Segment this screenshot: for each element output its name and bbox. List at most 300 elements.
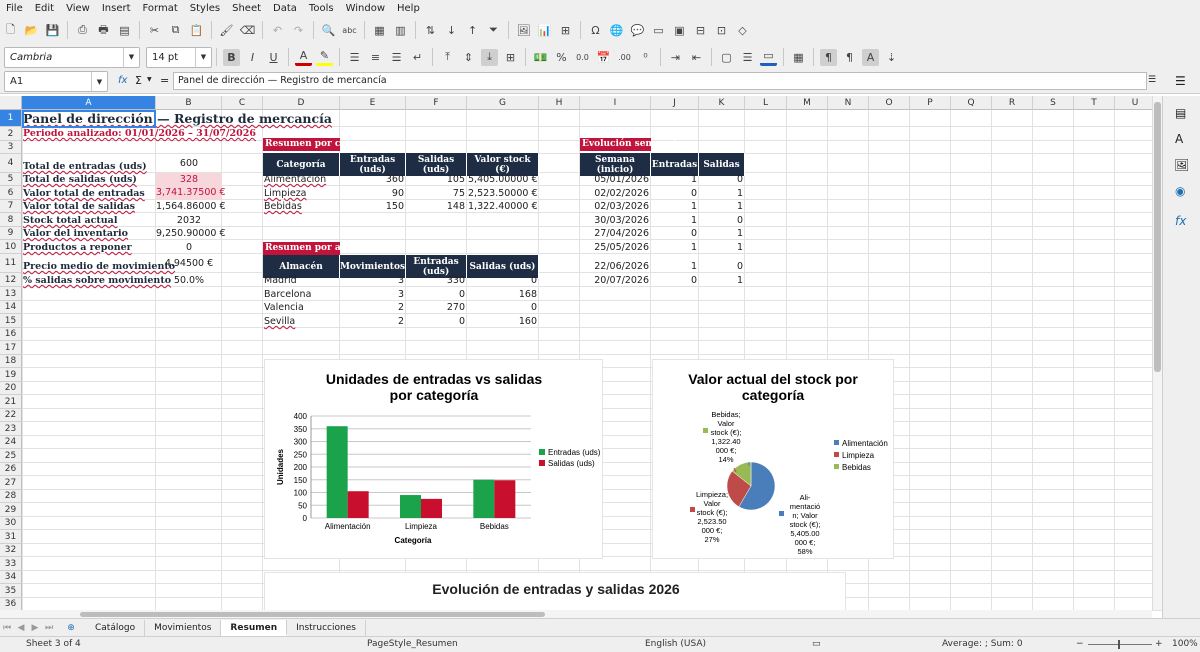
insert-chart-icon[interactable]: 📊 (537, 23, 552, 37)
align-left-icon[interactable]: ☰ (349, 50, 360, 64)
row-header-19[interactable]: 19 (0, 368, 22, 382)
menu-item-data[interactable]: Data (273, 2, 297, 14)
table-cell[interactable]: Alimentación (264, 174, 327, 185)
table-cell[interactable]: 1 (736, 228, 743, 239)
row-header-3[interactable]: 3 (0, 141, 22, 154)
merge-cells-icon[interactable]: ⊞ (505, 50, 516, 64)
functions-icon[interactable]: fx (1175, 214, 1187, 228)
table-cell[interactable]: 270 (446, 302, 465, 313)
table-cell[interactable]: 0 (736, 215, 743, 226)
page-style[interactable]: PageStyle_Resumen (367, 639, 458, 649)
separator (339, 48, 340, 66)
table-cell[interactable]: 0 (458, 289, 465, 300)
formula-icon[interactable]: = (160, 74, 170, 87)
tab-nav-next-icon[interactable]: ▶ (31, 622, 39, 633)
tab-nav-first-icon[interactable]: ⏮ (2, 622, 12, 633)
bar-bebidas-0 (473, 480, 494, 518)
column-icon[interactable]: ▥ (395, 23, 406, 37)
row-header-12[interactable]: 12 (0, 273, 22, 287)
column-header-u[interactable]: U (1115, 96, 1156, 110)
styles-icon[interactable]: A (1175, 132, 1184, 146)
freeze-rows-columns-icon[interactable]: ⊟ (695, 23, 706, 37)
table-cell[interactable]: 5,405.00000 € (468, 174, 538, 185)
legend-swatch (834, 464, 839, 469)
menu-item-help[interactable]: Help (397, 2, 420, 14)
y-tick-label: 200 (293, 463, 307, 472)
legend-swatch (834, 440, 839, 445)
table-cell[interactable]: 20/07/2026 (594, 275, 649, 286)
percent-format-button[interactable]: % (556, 50, 567, 64)
table-cell[interactable]: 3 (397, 275, 404, 286)
table-cell[interactable]: 150 (385, 201, 404, 212)
row-header-24[interactable]: 24 (0, 436, 22, 449)
column-header-g[interactable]: G (467, 96, 539, 110)
table-cell[interactable]: 1 (690, 242, 697, 253)
table-cell[interactable]: 2,523.50000 € (468, 188, 538, 199)
column-header-c[interactable]: C (222, 96, 263, 110)
add-decimal-button[interactable]: .00 (618, 52, 631, 62)
navigator-icon[interactable]: ◉ (1175, 184, 1186, 198)
save-icon[interactable]: 💾 (45, 23, 60, 37)
legend-label: Limpieza (842, 451, 875, 460)
separator (525, 48, 526, 66)
cell-reference: A1 (10, 76, 24, 87)
page-title[interactable]: Panel de dirección — Registro de mercancía (23, 111, 332, 126)
column-header-e[interactable]: E (340, 96, 406, 110)
split-window-icon[interactable]: ⊡ (716, 23, 727, 37)
summary-value[interactable]: 328 (156, 173, 222, 186)
separator (813, 48, 814, 66)
font-size-combo[interactable] (146, 47, 212, 68)
summary-label[interactable]: % salidas sobre movimiento (23, 275, 172, 286)
sheet-indicator: Sheet 3 of 4 (26, 639, 81, 649)
chevron-down-icon[interactable]: ▼ (123, 48, 139, 67)
table-cell[interactable]: Valencia (264, 302, 304, 313)
border-color-icon[interactable]: ▭ (760, 49, 777, 66)
summary-label[interactable]: Productos a reponer (23, 242, 132, 253)
table-cell[interactable]: 1,322.40000 € (468, 201, 538, 212)
row-header-35[interactable]: 35 (0, 584, 22, 598)
column-header-j[interactable]: J (651, 96, 699, 110)
column-header-o[interactable]: O (869, 96, 910, 110)
function-wizard-icon[interactable]: fx (118, 75, 128, 86)
table-header[interactable]: Entradas (uds) (340, 153, 406, 176)
sheet-tab-resumen[interactable]: Resumen (221, 620, 287, 636)
grid-line (22, 327, 1162, 328)
column-header-l[interactable]: L (745, 96, 787, 110)
sort-descending-icon[interactable]: ↑ (467, 23, 478, 37)
pivot-table-icon[interactable]: ⊞ (560, 23, 571, 37)
menu-item-tools[interactable]: Tools (308, 2, 334, 14)
table-cell[interactable]: 2 (397, 302, 404, 313)
data-label-marker (779, 511, 784, 516)
summary-value[interactable]: 3,741.37500 € (156, 187, 226, 198)
properties-icon[interactable]: ▤ (1175, 106, 1187, 120)
spelling-icon[interactable]: abc (342, 25, 357, 35)
table-cell[interactable]: 330 (446, 275, 465, 286)
separator (415, 21, 416, 39)
row-header-18[interactable]: 18 (0, 355, 22, 368)
summary-label[interactable]: Total de salidas (uds) (23, 174, 137, 185)
autofilter-icon[interactable]: ⏷ (489, 23, 498, 36)
spreadsheet-grid[interactable] (0, 96, 1160, 610)
sort-icon[interactable]: ⇅ (425, 23, 436, 37)
column-header-p[interactable]: P (910, 96, 951, 110)
sheet-tab-movimientos[interactable]: Movimientos (145, 620, 221, 636)
data-label: Ali-mentació n; Valor stock (€); 5,405.00 000 €; 58% (789, 493, 821, 556)
table-cell[interactable]: 0 (530, 275, 537, 286)
summary-value[interactable]: 1,564.86000 € (156, 201, 226, 212)
pie-chart-svg (653, 360, 895, 560)
undo-icon[interactable]: ↶ (272, 23, 283, 37)
align-center-icon[interactable]: ≡ (370, 50, 381, 64)
row-header-33[interactable]: 33 (0, 557, 22, 571)
table-cell[interactable]: 105 (446, 174, 465, 185)
table-cell[interactable]: Limpieza (264, 188, 307, 199)
table-cell[interactable]: 1 (690, 174, 697, 185)
grid-line (22, 313, 1162, 314)
table-cell[interactable]: 30/03/2026 (594, 215, 649, 226)
column-header-b[interactable]: B (156, 96, 222, 110)
zoom-slider[interactable] (1088, 644, 1152, 645)
menu-item-view[interactable]: View (66, 2, 90, 14)
decrease-indent-icon[interactable]: ⇤ (691, 50, 702, 64)
column-header-f[interactable]: F (406, 96, 467, 110)
period-label[interactable]: Periodo analizado: 01/01/2026 – 31/07/2026 (23, 128, 256, 139)
vertical-scrollbar[interactable] (1152, 96, 1162, 610)
table-cell[interactable]: 1 (690, 201, 697, 212)
menu-item-styles[interactable]: Styles (189, 2, 221, 14)
number-format-button[interactable]: 0.0 (576, 52, 589, 62)
special-character-icon[interactable]: Ω (591, 23, 600, 37)
data-label-marker (703, 428, 708, 433)
table-cell[interactable]: 3 (397, 289, 404, 300)
menu-icon[interactable]: ☰ (1175, 74, 1186, 88)
table-cell[interactable]: 2 (397, 316, 404, 327)
selection-mode-icon[interactable]: ▭ (812, 639, 821, 649)
table-cell[interactable]: 1 (736, 242, 743, 253)
row-header-27[interactable]: 27 (0, 476, 22, 490)
table-cell[interactable]: 0 (736, 261, 743, 272)
show-draw-functions-icon[interactable]: ◇ (738, 23, 747, 37)
clone-formatting-icon[interactable]: 🖌 (219, 23, 234, 37)
copy-icon[interactable]: ⧉ (171, 23, 180, 36)
grid-line (22, 340, 1162, 341)
gallery-icon[interactable]: 🖼 (1174, 158, 1190, 172)
status-bar (0, 636, 1200, 652)
table-cell[interactable]: 1 (690, 261, 697, 272)
paste-icon[interactable]: 📋 (189, 23, 204, 37)
row-header-1[interactable]: 1 (0, 110, 22, 127)
column-header-s[interactable]: S (1033, 96, 1074, 110)
summary-value[interactable]: 4.94500 € (164, 258, 214, 269)
table-header[interactable]: Entradas (651, 153, 699, 176)
clear-formatting-icon[interactable]: ⌫ (239, 23, 256, 37)
italic-button[interactable]: I (250, 50, 255, 64)
row-icon[interactable]: ▦ (374, 23, 385, 37)
sum-icon[interactable]: Σ (135, 74, 142, 87)
tab-nav-last-icon[interactable]: ⏭ (44, 622, 54, 633)
sort-ascending-icon[interactable]: ↓ (446, 23, 457, 37)
table-cell[interactable]: 02/03/2026 (594, 201, 649, 212)
row-header-29[interactable]: 29 (0, 503, 22, 517)
name-box[interactable] (4, 71, 108, 92)
zoom-in-icon[interactable]: + (1155, 639, 1163, 649)
table-header[interactable]: Semana (inicio) (580, 153, 651, 176)
conditional-format-icon[interactable]: ▦ (793, 50, 804, 64)
menu-item-format[interactable]: Format (142, 2, 178, 14)
row-header-23[interactable]: 23 (0, 422, 22, 436)
table-header[interactable]: Movimientos (340, 255, 406, 278)
summary-label[interactable]: Stock total actual (23, 215, 118, 226)
table-cell[interactable]: 0 (690, 228, 697, 239)
table-cell[interactable]: 0 (458, 316, 465, 327)
row-header-7[interactable]: 7 (0, 200, 22, 213)
highlight-color-icon[interactable]: ✎ (316, 49, 333, 66)
left-to-right-icon[interactable]: ¶ (820, 49, 837, 66)
menu-item-edit[interactable]: Edit (34, 2, 55, 14)
row-header-28[interactable]: 28 (0, 490, 22, 503)
scroll-thumb[interactable] (1154, 102, 1161, 372)
column-header-m[interactable]: M (787, 96, 828, 110)
find-replace-icon[interactable]: 🔍 (321, 23, 336, 37)
delete-decimal-icon[interactable]: ⁰ (643, 50, 648, 64)
summary-value[interactable]: 600 (179, 158, 199, 169)
row-header-30[interactable]: 30 (0, 517, 22, 530)
table-cell[interactable]: 90 (391, 188, 404, 199)
table-cell[interactable]: Madrid (264, 275, 297, 286)
row-header-6[interactable]: 6 (0, 186, 22, 200)
grid-line (22, 570, 1162, 571)
row-header-32[interactable]: 32 (0, 544, 22, 557)
legend-swatch (539, 449, 545, 455)
bar-limpieza-0 (400, 495, 421, 518)
column-header-d[interactable]: D (263, 96, 340, 110)
table-cell[interactable]: 148 (446, 201, 465, 212)
separator (660, 48, 661, 66)
table-cell[interactable]: 1 (736, 201, 743, 212)
table-cell[interactable]: 1 (690, 215, 697, 226)
menu-item-window[interactable]: Window (345, 2, 385, 14)
column-header-a[interactable]: A (22, 96, 156, 110)
y-tick-label: 300 (293, 437, 307, 447)
date-format-icon[interactable]: 📅 (596, 50, 611, 64)
align-top-icon[interactable]: ⤒ (445, 50, 450, 63)
vertical-text-icon[interactable]: ⇣ (886, 50, 897, 64)
column-header-t[interactable]: T (1074, 96, 1115, 110)
border-style-icon[interactable]: ☰ (742, 50, 753, 64)
table-header[interactable]: Almacén (263, 255, 340, 278)
bar-chart[interactable] (264, 359, 603, 559)
font-name-combo[interactable] (4, 47, 140, 68)
table-cell[interactable]: 168 (518, 289, 537, 300)
standard-toolbar (0, 16, 1200, 44)
comment-icon[interactable]: 💬 (630, 23, 645, 37)
table-header[interactable]: Valor stock (€) (467, 153, 539, 176)
sheet-tabs (86, 620, 366, 636)
summary-value[interactable]: 0 (185, 242, 193, 253)
row-header-25[interactable]: 25 (0, 449, 22, 463)
category-section-header[interactable]: Resumen por categoría (265, 139, 383, 149)
currency-format-icon[interactable]: 💵 (533, 50, 548, 64)
formatting-toolbar (0, 44, 1200, 70)
table-cell[interactable]: Barcelona (264, 289, 312, 300)
row-header-15[interactable]: 15 (0, 314, 22, 328)
insert-image-icon[interactable]: 🖼 (516, 23, 531, 37)
table-cell[interactable]: 02/02/2026 (594, 188, 649, 199)
separator (580, 21, 581, 39)
table-header[interactable]: Salidas (699, 153, 745, 176)
pie-chart[interactable] (652, 359, 894, 559)
chevron-down-icon[interactable]: ▼ (195, 48, 211, 67)
data-label-marker (690, 507, 695, 512)
corner-select-all[interactable] (0, 96, 22, 110)
cut-icon[interactable]: ✂ (149, 23, 160, 37)
define-print-area-icon[interactable]: ▣ (674, 23, 685, 37)
formula-input[interactable] (173, 72, 1147, 90)
x-axis-label: Categoría (394, 536, 432, 545)
column-header-q[interactable]: Q (951, 96, 992, 110)
y-axis-label: Unidades (276, 448, 285, 486)
summary-value[interactable]: 50.0% (173, 275, 205, 286)
row-header-31[interactable]: 31 (0, 530, 22, 544)
increase-indent-icon[interactable]: ⇥ (670, 50, 681, 64)
table-cell[interactable]: 0 (690, 188, 697, 199)
row-header-8[interactable]: 8 (0, 213, 22, 227)
data-label: Limpieza; Valor stock (€); 2,523.50 000 €; 27% (695, 490, 729, 544)
font-size-value: 14 pt (152, 51, 179, 63)
print-preview-icon[interactable]: ▤ (119, 23, 130, 37)
tab-nav-prev-icon[interactable]: ◀ (17, 622, 25, 633)
new-document-icon[interactable]: 🗋 (6, 22, 15, 36)
column-header-r[interactable]: R (992, 96, 1033, 110)
redo-icon[interactable]: ↷ (293, 23, 304, 37)
row-header-5[interactable]: 5 (0, 173, 22, 186)
column-header-h[interactable]: H (539, 96, 580, 110)
table-cell[interactable]: Sevilla (264, 316, 296, 327)
chevron-down-icon[interactable]: ▼ (147, 76, 152, 83)
row-header-4[interactable]: 4 (0, 154, 22, 173)
table-cell[interactable]: 0 (690, 275, 697, 286)
separator (313, 21, 314, 39)
table-cell[interactable]: 25/05/2026 (594, 242, 649, 253)
column-header-k[interactable]: K (699, 96, 745, 110)
sheet-tab-catálogo[interactable]: Catálogo (86, 620, 145, 636)
summary-value[interactable]: 9,250.90000 € (156, 228, 226, 239)
row-header-14[interactable]: 14 (0, 301, 22, 314)
row-header-22[interactable]: 22 (0, 409, 22, 422)
table-cell[interactable]: 0 (736, 174, 743, 185)
expand-formula-icon[interactable]: ☰ (1148, 75, 1157, 85)
column-header-n[interactable]: N (828, 96, 869, 110)
separator (262, 21, 263, 39)
horizontal-scrollbar[interactable] (0, 610, 1152, 618)
table-header[interactable]: Salidas (uds) (467, 255, 539, 278)
table-cell[interactable]: 27/04/2026 (594, 228, 649, 239)
row-header-2[interactable]: 2 (0, 127, 22, 141)
menu-item-insert[interactable]: Insert (101, 2, 131, 14)
add-sheet-icon[interactable]: ⊕ (67, 622, 75, 633)
row-header-21[interactable]: 21 (0, 395, 22, 409)
table-cell[interactable]: 0 (530, 302, 537, 313)
summary-label[interactable]: Valor total de salidas (23, 201, 135, 212)
menu-item-file[interactable]: File (6, 2, 23, 14)
export-pdf-icon[interactable]: ⎙ (78, 23, 87, 36)
row-header-20[interactable]: 20 (0, 382, 22, 395)
table-cell[interactable]: Bebidas (264, 201, 302, 212)
summary-label[interactable]: Valor del inventario (23, 228, 128, 239)
row-header-17[interactable]: 17 (0, 341, 22, 355)
table-cell[interactable]: 22/06/2026 (594, 261, 649, 272)
open-folder-icon[interactable]: 📂 (24, 23, 39, 37)
summary-value[interactable]: 2032 (176, 215, 202, 226)
row-header-9[interactable]: 9 (0, 227, 22, 240)
borders-icon[interactable]: ▢ (721, 50, 732, 64)
column-header-i[interactable]: I (580, 96, 651, 110)
zoom-thumb[interactable] (1118, 640, 1120, 649)
row-header-13[interactable]: 13 (0, 287, 22, 301)
table-cell[interactable]: 360 (385, 174, 404, 185)
row-header-11[interactable]: 11 (0, 254, 22, 273)
center-vertically-icon[interactable]: ⇕ (463, 50, 474, 64)
row-header-10[interactable]: 10 (0, 240, 22, 254)
sheet-tab-instrucciones[interactable]: Instrucciones (287, 620, 366, 636)
warehouse-section-header[interactable]: Resumen por almacén (265, 243, 378, 253)
summary-label[interactable]: Valor total de entradas (23, 188, 145, 199)
table-cell[interactable]: 75 (452, 188, 465, 199)
bar-alimentación-0 (327, 426, 348, 518)
bar-limpieza-1 (421, 499, 442, 518)
text-direction-icon[interactable]: A (862, 49, 879, 66)
zoom-out-icon[interactable]: − (1076, 639, 1084, 649)
weekly-section-header[interactable]: Evolución semanal (582, 139, 677, 149)
align-bottom-icon[interactable]: ⤓ (481, 49, 498, 66)
chevron-down-icon[interactable]: ▼ (91, 72, 107, 91)
scroll-thumb[interactable] (80, 612, 545, 617)
summary-label[interactable]: Total de entradas (uds) (23, 161, 147, 172)
legend-label: Bebidas (842, 463, 871, 472)
wrap-text-icon[interactable]: ↵ (412, 50, 423, 64)
underline-button[interactable]: U (269, 50, 278, 64)
language-indicator[interactable]: English (USA) (645, 639, 707, 649)
align-right-icon[interactable]: ☰ (391, 50, 402, 64)
row-header-16[interactable]: 16 (0, 328, 22, 341)
bold-button[interactable]: B (223, 49, 240, 66)
row-header-34[interactable]: 34 (0, 571, 22, 584)
headers-footers-icon[interactable]: ▭ (653, 23, 664, 37)
table-header[interactable]: Categoría (263, 153, 340, 176)
row-header-36[interactable]: 36 (0, 598, 22, 611)
row-header-26[interactable]: 26 (0, 463, 22, 476)
right-to-left-icon[interactable]: ¶ (846, 50, 853, 64)
table-cell[interactable]: 1 (736, 188, 743, 199)
table-cell[interactable]: 160 (518, 316, 537, 327)
zoom-level[interactable]: 100% (1172, 639, 1198, 649)
separator (216, 48, 217, 66)
table-header[interactable]: Entradas (uds) (406, 255, 467, 278)
print-icon[interactable]: 🖶 (98, 22, 109, 36)
table-cell[interactable]: 1 (736, 275, 743, 286)
hyperlink-icon[interactable]: 🌐 (609, 23, 624, 37)
summary-label[interactable]: Precio medio de movimiento (23, 261, 176, 272)
font-color-icon[interactable]: A (295, 49, 312, 66)
menu-item-sheet[interactable]: Sheet (232, 2, 262, 14)
table-cell[interactable]: 05/01/2026 (594, 174, 649, 185)
chart-title: Unidades de entradas vs salidas por categoría (325, 371, 543, 403)
y-tick-label: 50 (298, 501, 307, 511)
y-tick-label: 0 (302, 514, 307, 523)
table-header[interactable]: Salidas (uds) (406, 153, 467, 176)
